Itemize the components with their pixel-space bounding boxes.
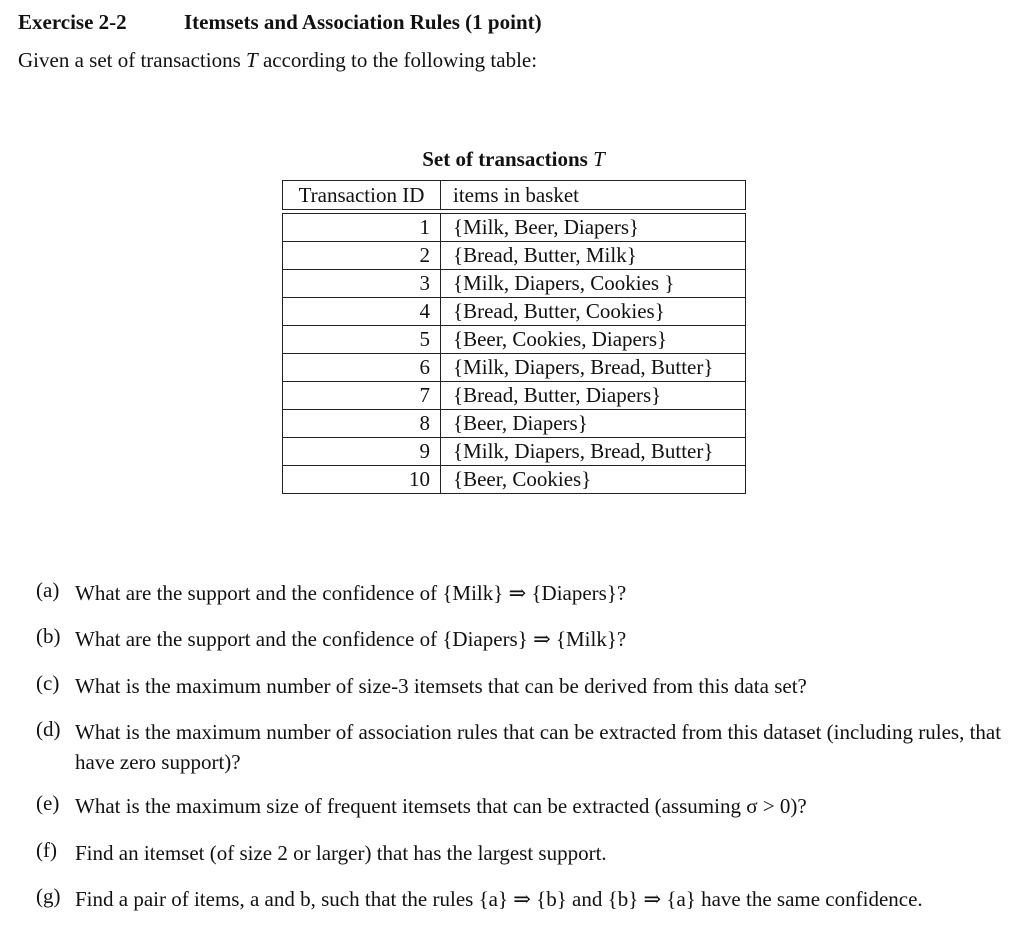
intro-symbol: T	[246, 48, 258, 72]
table-row	[282, 410, 746, 438]
question-text: What is the maximum number of size-3 itemsets that can be derived from this data set?	[75, 674, 807, 698]
question-label: (a)	[36, 578, 60, 602]
items-cell: {Bread, Butter, Cookies}	[441, 298, 746, 326]
question-text: What are the support and the confidence of {Milk} ⇒ {Diapers}?	[75, 581, 627, 605]
exercise-title: Itemsets and Association Rules (1 point)	[184, 10, 542, 34]
items-cell: {Beer, Cookies, Diapers}	[441, 326, 746, 354]
transaction-id-cell: 9	[282, 438, 441, 466]
intro-text	[18, 48, 537, 73]
question-text: Find an itemset (of size 2 or larger) that has the largest support.	[75, 841, 607, 865]
items-cell: {Milk, Diapers, Bread, Butter}	[441, 354, 746, 382]
transaction-id-cell: 4	[282, 298, 441, 326]
header-transaction-id: Transaction ID	[282, 180, 441, 210]
table-row	[282, 242, 746, 270]
table-header-row	[282, 180, 746, 210]
table-caption-symbol: T	[593, 147, 605, 171]
question-label: (g)	[36, 884, 61, 908]
transaction-id-cell: 5	[282, 326, 441, 354]
question-label: (c)	[36, 671, 60, 695]
items-cell: {Bread, Butter, Diapers}	[441, 382, 746, 410]
table-row	[282, 298, 746, 326]
question-label: (f)	[36, 838, 57, 862]
question-label: (d)	[36, 717, 61, 741]
items-cell: {Bread, Butter, Milk}	[441, 242, 746, 270]
table-row	[282, 270, 746, 298]
items-cell: {Milk, Diapers, Cookies }	[441, 270, 746, 298]
table-caption-text: Set of transactions	[422, 147, 594, 171]
transaction-id-cell: 10	[282, 466, 441, 494]
table-row	[282, 438, 746, 466]
transaction-id-cell: 3	[282, 270, 441, 298]
items-cell: {Beer, Cookies}	[441, 466, 746, 494]
items-cell: {Milk, Diapers, Bread, Butter}	[441, 438, 746, 466]
question-text: What are the support and the confidence of {Diapers} ⇒ {Milk}?	[75, 627, 627, 651]
question-label: (b)	[36, 624, 61, 648]
question-text: What is the maximum number of association rules that can be extracted from this dataset (including rules, that have zero support)?	[75, 720, 1002, 774]
question-text: What is the maximum size of frequent itemsets that can be extracted (assuming σ > 0)?	[75, 794, 807, 818]
intro-after: according to the following table:	[257, 48, 538, 72]
transactions-table	[282, 180, 746, 494]
transaction-id-cell: 2	[282, 242, 441, 270]
table-row	[282, 354, 746, 382]
transaction-id-cell: 7	[282, 382, 441, 410]
transaction-id-cell: 8	[282, 410, 441, 438]
items-cell: {Milk, Beer, Diapers}	[441, 213, 746, 242]
transaction-id-cell: 1	[282, 213, 441, 242]
table-body	[282, 210, 746, 494]
table-row	[282, 326, 746, 354]
table-row	[282, 213, 746, 242]
header-items-in-basket: items in basket	[441, 180, 746, 210]
transaction-id-cell: 6	[282, 354, 441, 382]
table-caption	[282, 147, 745, 172]
items-cell: {Beer, Diapers}	[441, 410, 746, 438]
table-row	[282, 466, 746, 494]
table-row	[282, 382, 746, 410]
intro-before: Given a set of transactions	[18, 48, 247, 72]
question-text: Find a pair of items, a and b, such that the rules {a} ⇒ {b} and {b} ⇒ {a} have the same confidence.	[75, 887, 923, 911]
exercise-heading	[18, 10, 542, 35]
exercise-number: Exercise 2-2	[18, 10, 127, 34]
question-label: (e)	[36, 791, 60, 815]
